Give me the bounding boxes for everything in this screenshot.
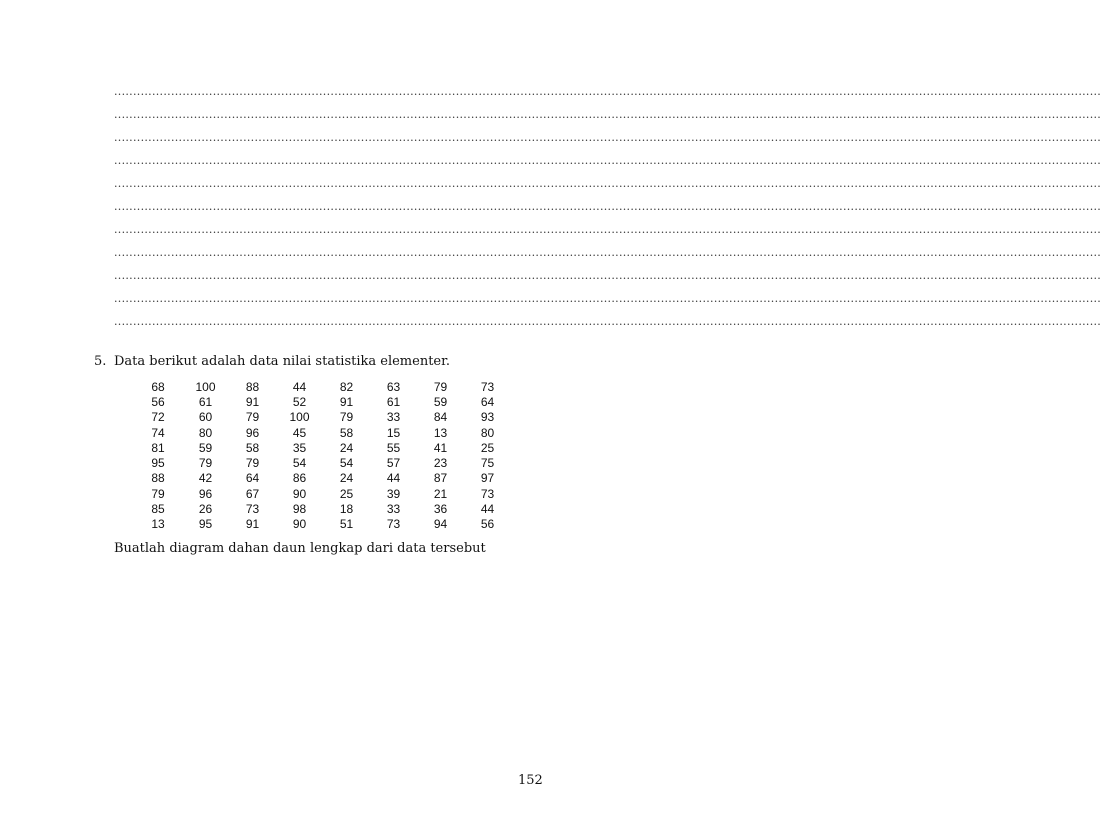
- table-cell: 13: [433, 425, 448, 440]
- table-cell: 79: [198, 456, 213, 471]
- table-row: [134, 517, 511, 532]
- table-row: [134, 455, 511, 470]
- table-cell: 88: [245, 379, 260, 394]
- table-cell: 58: [339, 425, 354, 440]
- table-cell: 59: [433, 394, 448, 409]
- table-cell: 74: [151, 425, 165, 440]
- table-row: [134, 471, 511, 486]
- table-cell: 96: [198, 486, 213, 501]
- table-cell: 73: [480, 486, 495, 501]
- answer-line: ....................................................................................................................................................................................................................................................................: [114, 200, 1101, 213]
- table-cell: 91: [245, 394, 260, 409]
- table-cell: 44: [292, 379, 307, 394]
- table-cell: 45: [292, 425, 307, 440]
- page-number: 152: [518, 773, 543, 788]
- table-cell: 64: [480, 394, 495, 409]
- answer-line: ....................................................................................................................................................................................................................................................................: [114, 292, 1101, 305]
- answer-lines: [114, 80, 1101, 333]
- table-cell: 79: [433, 379, 448, 394]
- table-cell: 56: [151, 394, 165, 409]
- table-cell: 55: [386, 440, 401, 455]
- table-cell: 56: [480, 517, 495, 532]
- table-cell: 95: [151, 456, 165, 471]
- table-cell: 25: [339, 486, 354, 501]
- table-cell: 87: [433, 471, 448, 486]
- table-row: [134, 379, 511, 394]
- table-row: [134, 394, 511, 409]
- table-cell: 79: [151, 486, 165, 501]
- answer-line: ....................................................................................................................................................................................................................................................................: [114, 246, 1101, 259]
- table-cell: 94: [433, 517, 448, 532]
- table-row: [134, 410, 511, 425]
- table-cell: 13: [151, 517, 165, 532]
- table-cell: 72: [151, 410, 165, 425]
- table-cell: 80: [198, 425, 213, 440]
- table-cell: 90: [292, 486, 307, 501]
- table-cell: 51: [339, 517, 354, 532]
- answer-line: ....................................................................................................................................................................................................................................................................: [114, 154, 1101, 167]
- table-cell: 86: [292, 471, 307, 486]
- answer-line: ....................................................................................................................................................................................................................................................................: [114, 315, 1101, 328]
- instruction-text: Buatlah diagram dahan daun lengkap dari data tersebut: [114, 541, 486, 556]
- table-cell: 67: [245, 486, 260, 501]
- table-row: [134, 440, 511, 455]
- table-cell: 98: [292, 502, 307, 517]
- answer-line: ....................................................................................................................................................................................................................................................................: [114, 223, 1101, 236]
- table-cell: 44: [480, 502, 495, 517]
- table-cell: 24: [339, 471, 354, 486]
- table-cell: 54: [339, 456, 354, 471]
- table-cell: 52: [292, 394, 307, 409]
- table-cell: 26: [198, 502, 213, 517]
- table-cell: 57: [386, 456, 401, 471]
- table-cell: 15: [386, 425, 401, 440]
- table-cell: 33: [386, 502, 401, 517]
- question-number: 5.: [94, 354, 107, 369]
- table-cell: 23: [433, 456, 448, 471]
- table-cell: 100: [195, 379, 216, 394]
- table-cell: 85: [151, 502, 165, 517]
- table-cell: 21: [433, 486, 448, 501]
- table-cell: 97: [480, 471, 495, 486]
- table-cell: 73: [480, 379, 495, 394]
- table-cell: 82: [339, 379, 354, 394]
- table-cell: 79: [245, 456, 260, 471]
- table-cell: 44: [386, 471, 401, 486]
- table-cell: 59: [198, 440, 213, 455]
- table-cell: 91: [245, 517, 260, 532]
- table-cell: 54: [292, 456, 307, 471]
- data-table: [134, 379, 511, 532]
- answer-line: ....................................................................................................................................................................................................................................................................: [114, 108, 1101, 121]
- question-text: Data berikut adalah data nilai statistika elementer.: [114, 354, 451, 369]
- table-cell: 61: [386, 394, 401, 409]
- table-cell: 96: [245, 425, 260, 440]
- table-cell: 64: [245, 471, 260, 486]
- table-cell: 100: [289, 410, 310, 425]
- table-cell: 60: [198, 410, 213, 425]
- table-cell: 79: [339, 410, 354, 425]
- table-cell: 61: [198, 394, 213, 409]
- table-cell: 24: [339, 440, 354, 455]
- table-cell: 41: [433, 440, 448, 455]
- question-5: [94, 354, 450, 369]
- table-cell: 35: [292, 440, 307, 455]
- table-cell: 93: [480, 410, 495, 425]
- table-cell: 80: [480, 425, 495, 440]
- table-cell: 88: [151, 471, 165, 486]
- answer-line: ....................................................................................................................................................................................................................................................................: [114, 131, 1101, 144]
- answer-line: ....................................................................................................................................................................................................................................................................: [114, 85, 1101, 98]
- table-cell: 84: [433, 410, 448, 425]
- table-cell: 73: [245, 502, 260, 517]
- answer-line: ....................................................................................................................................................................................................................................................................: [114, 269, 1101, 282]
- table-cell: 73: [386, 517, 401, 532]
- table-row: [134, 486, 511, 501]
- table-cell: 42: [198, 471, 213, 486]
- table-cell: 95: [198, 517, 213, 532]
- answer-line: ....................................................................................................................................................................................................................................................................: [114, 177, 1101, 190]
- table-cell: 79: [245, 410, 260, 425]
- table-cell: 81: [151, 440, 165, 455]
- table-cell: 58: [245, 440, 260, 455]
- table-row: [134, 425, 511, 440]
- table-row: [134, 501, 511, 516]
- table-cell: 90: [292, 517, 307, 532]
- table-cell: 63: [386, 379, 401, 394]
- table-cell: 18: [339, 502, 354, 517]
- table-cell: 75: [480, 456, 495, 471]
- table-cell: 25: [480, 440, 495, 455]
- table-cell: 36: [433, 502, 448, 517]
- table-cell: 68: [151, 379, 165, 394]
- table-cell: 39: [386, 486, 401, 501]
- table-cell: 33: [386, 410, 401, 425]
- table-cell: 91: [339, 394, 354, 409]
